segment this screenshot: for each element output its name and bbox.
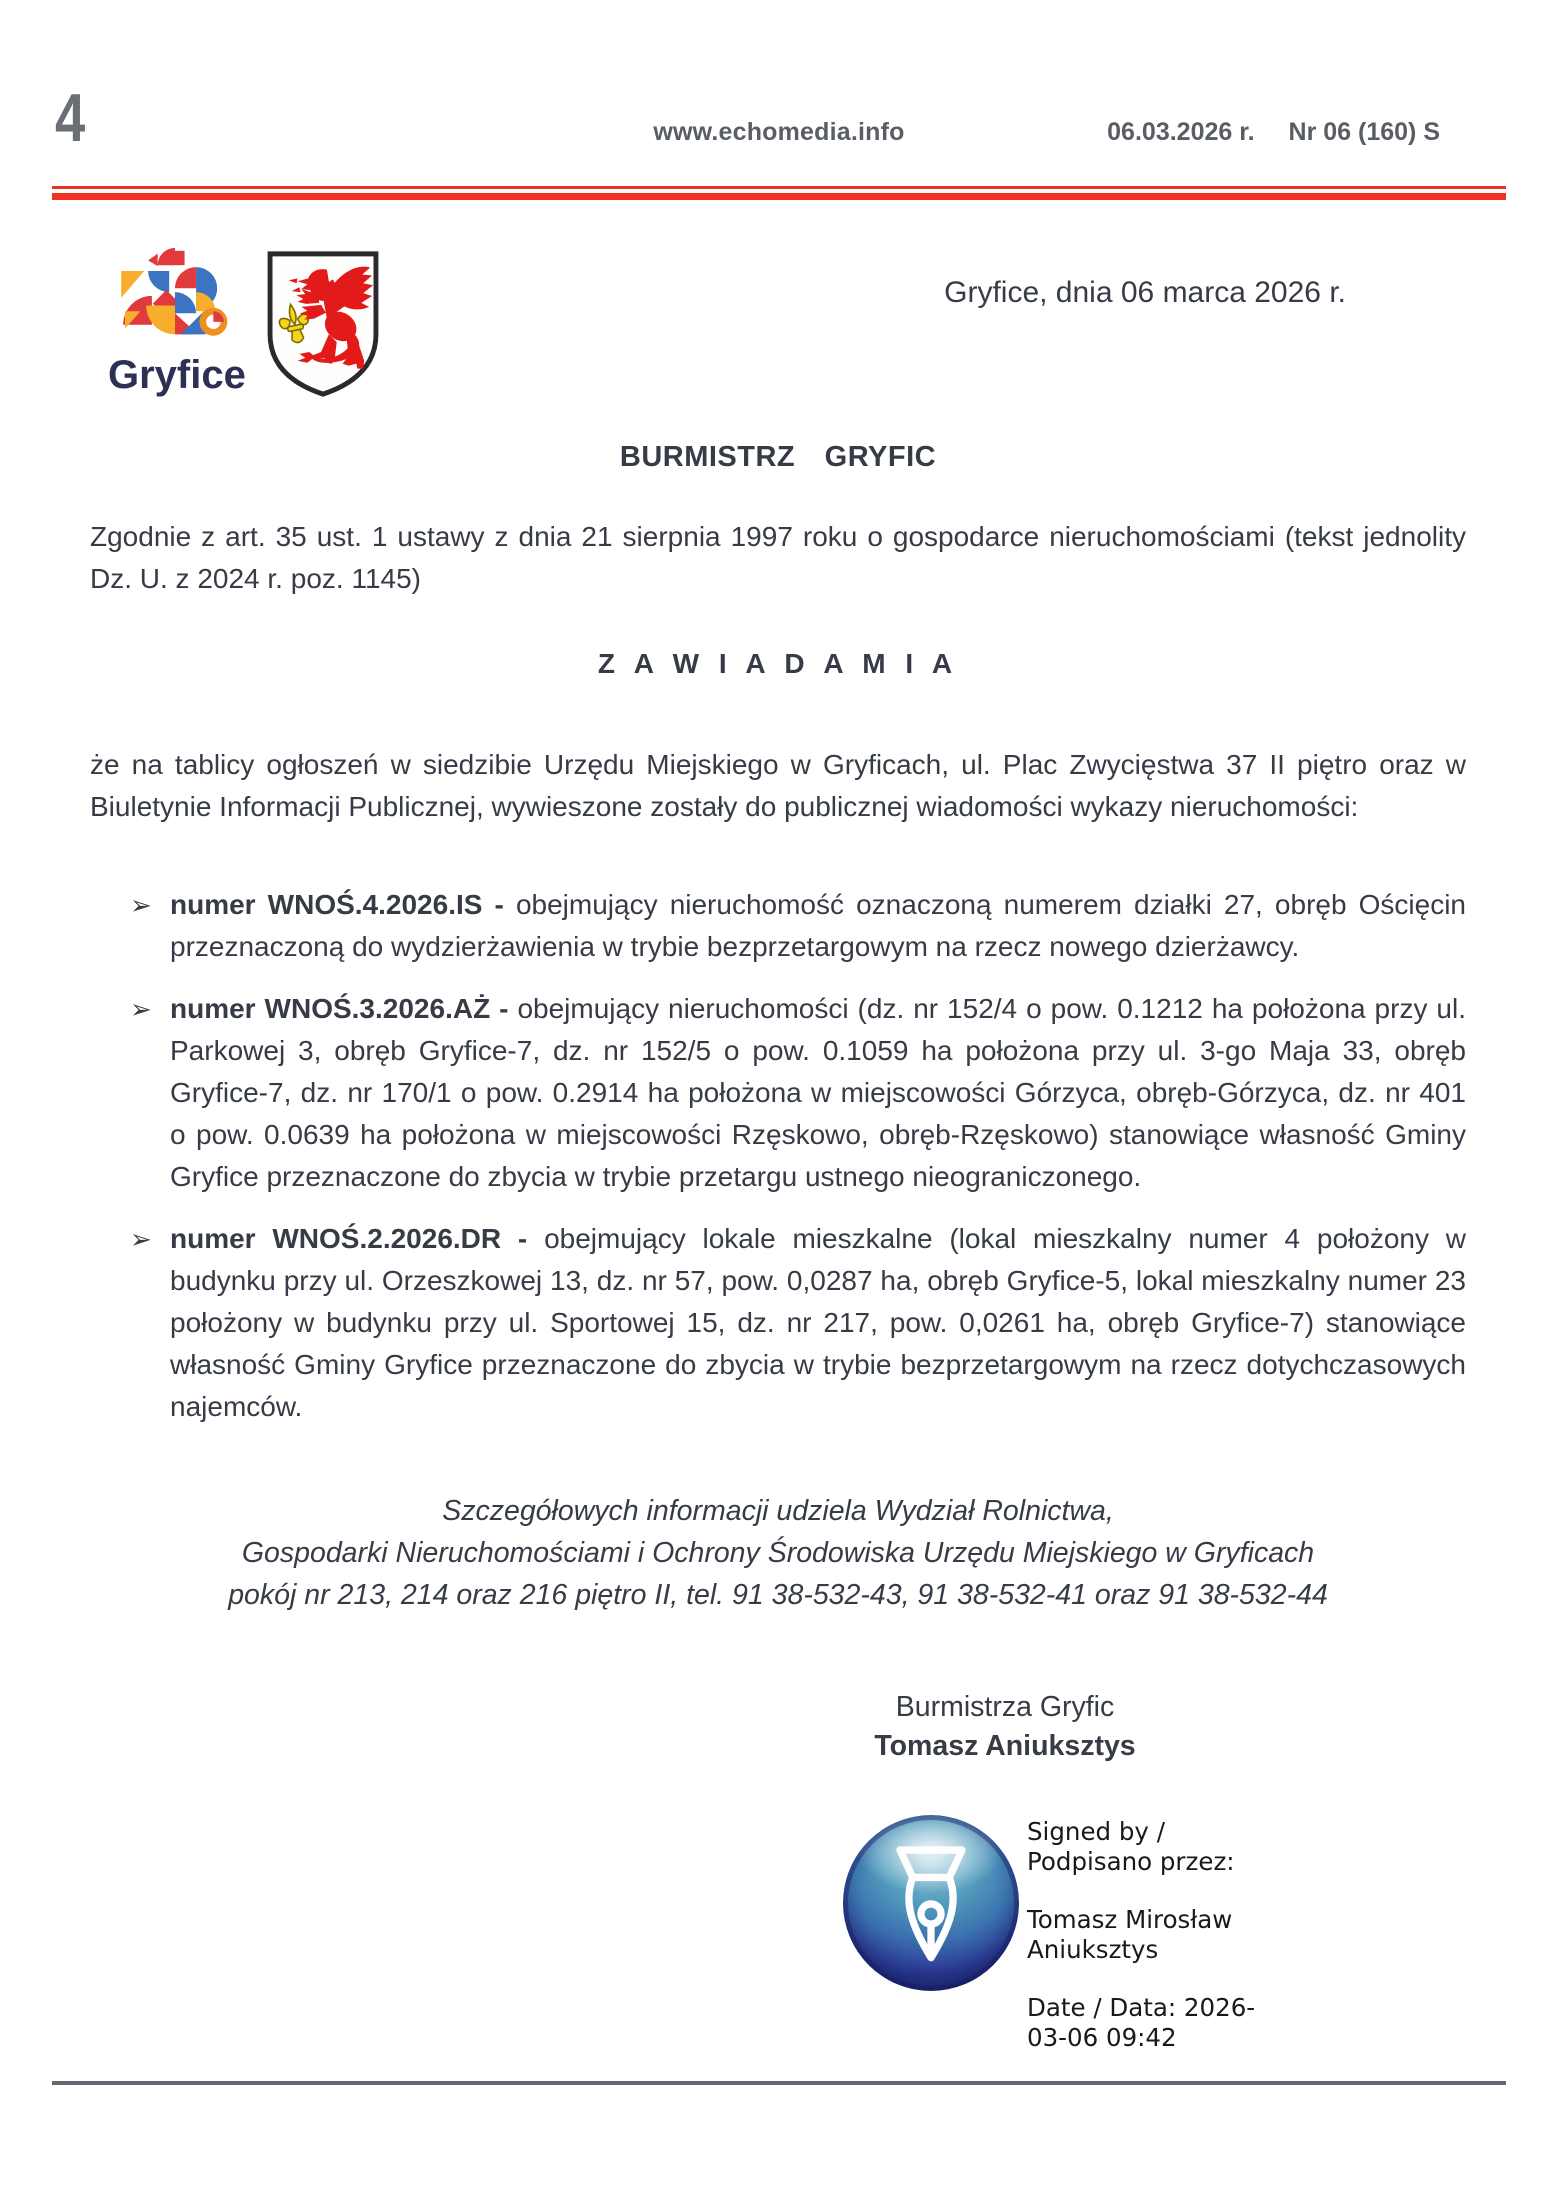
page-number: 4	[55, 80, 86, 156]
list-item	[90, 884, 1466, 968]
stamp-signer-name: Aniuksztys	[1027, 1935, 1159, 1964]
notice-text: obejmujący nieruchomość oznaczoną numerem działki 27, obręb Ościęcin przeznaczoną do wydzierżawienia w trybie bezprzetargowym na rzecz nowego dzierżawcy.	[170, 889, 1466, 962]
stamp-spacer	[1027, 1877, 1255, 1905]
gryfice-griffin-mosaic-icon	[111, 329, 237, 346]
arrowhead-bullet-icon: ➢	[130, 1224, 152, 1254]
stamp-date: Date / Data: 2026-	[1027, 1993, 1256, 2022]
doc-title: BURMISTRZ GRYFIC	[619, 441, 937, 473]
announce-paragraph: że na tablicy ogłoszeń w siedzibie Urzędu Miejskiego w Gryficach, ul. Plac Zwycięstwa 37 II piętro oraz w Biuletynie Informacji Publicznej, wywieszone zostały do publicznej wiadomości wykazy nieruchomości:	[90, 749, 1466, 822]
list-item	[90, 1218, 1466, 1428]
red-rule-thick	[52, 193, 1506, 200]
letterhead	[0, 200, 1558, 405]
masthead-site: www.echomedia.info	[653, 118, 905, 146]
pen-nib-stamp-icon	[843, 1815, 1019, 1991]
intro-paragraph: Zgodnie z art. 35 ust. 1 ustawy z dnia 21 sierpnia 1997 roku o gospodarce nieruchomościami (tekst jednolity Dz. U. z 2024 r. poz. 1145)	[90, 521, 1466, 594]
signature-role: Burmistrza Gryfic	[895, 1691, 1115, 1723]
digital-signature-stamp	[843, 1815, 1558, 2053]
info-note-line: pokój nr 213, 214 oraz 216 piętro II, tel. 91 38-532-43, 91 38-532-41 oraz 91 38-532-44	[228, 1579, 1328, 1611]
dateline: Gryfice, dnia 06 marca 2026 r.	[944, 276, 1346, 309]
info-note-line: Gospodarki Nieruchomościami i Ochrony Środowiska Urzędu Miejskiego w Gryficach	[241, 1537, 1315, 1569]
signature-name: Tomasz Aniuksztys	[874, 1730, 1136, 1762]
letterhead-logos	[108, 246, 382, 405]
arrowhead-bullet-icon: ➢	[130, 994, 152, 1024]
masthead-date: 06.03.2026 r.	[1107, 118, 1255, 146]
stamp-signed-by: Signed by /	[1027, 1817, 1165, 1846]
red-rule-thin	[52, 186, 1506, 189]
footer-rule	[52, 2081, 1506, 2085]
masthead-issue-number: Nr 06 (160) S	[1288, 118, 1440, 146]
info-note	[90, 1490, 1466, 1616]
stamp-text	[1027, 1815, 1255, 2053]
notice-text: obejmujący lokale mieszkalne (lokal mieszkalny numer 4 położony w budynku przy ul. Orzeszkowej 13, dz. nr 57, pow. 0,0287 ha, obręb Gryfice-5, lokal mieszkalny numer 23 położony w budynku przy ul. Sportowej 15, dz. nr 217, pow. 0,0261 ha, obręb Gryfice-7) stanowiące własność Gminy Gryfice przeznaczone do zbycia w trybie bezprzetargowym na rzecz dotychczasowych najemców.	[170, 1223, 1467, 1422]
masthead	[0, 0, 1558, 186]
gryfice-logo-wordmark: Gryfice	[108, 353, 246, 397]
stamp-signed-by-pl: Podpisano przez:	[1027, 1847, 1235, 1876]
stamp-spacer	[1027, 1965, 1255, 1993]
notice-number: numer WNOŚ.2.2026.DR -	[170, 1223, 528, 1254]
list-item	[90, 988, 1466, 1198]
gryfice-town-logo	[108, 246, 246, 397]
stamp-signer-name: Tomasz Mirosław	[1027, 1905, 1233, 1934]
info-note-line: Szczegółowych informacji udziela Wydział Rolnictwa,	[442, 1495, 1114, 1527]
notice-number: numer WNOŚ.4.2026.IS -	[170, 889, 504, 920]
gryfice-coat-of-arms-icon	[264, 248, 382, 405]
signature-block	[845, 1690, 1165, 1763]
arrowhead-bullet-icon: ➢	[130, 890, 152, 920]
notice-number: numer WNOŚ.3.2026.AŻ -	[170, 993, 509, 1024]
stamp-date: 03-06 09:42	[1027, 2023, 1177, 2052]
masthead-issue-group	[1107, 118, 1440, 147]
announce-heading: Z A W I A D A M I A	[597, 648, 959, 679]
notice-text: obejmujący nieruchomości (dz. nr 152/4 o pow. 0.1212 ha położona przy ul. Parkowej 3, obręb Gryfice-7, dz. nr 152/5 o pow. 0.1059 ha położona przy ul. 3-go Maja 33, obręb Gryfice-7, dz. nr 170/1 o pow. 0.2914 ha położona w miejscowości Górzyca, obręb-Górzyca, dz. nr 401 o pow. 0.0639 ha położona w miejscowości Rzęskowo, obręb-Rzęskowo) stanowiące własność Gminy Gryfice przeznaczone do zbycia w trybie przetargu ustnego nieograniczonego.	[170, 993, 1466, 1192]
notice-list	[90, 884, 1466, 1428]
